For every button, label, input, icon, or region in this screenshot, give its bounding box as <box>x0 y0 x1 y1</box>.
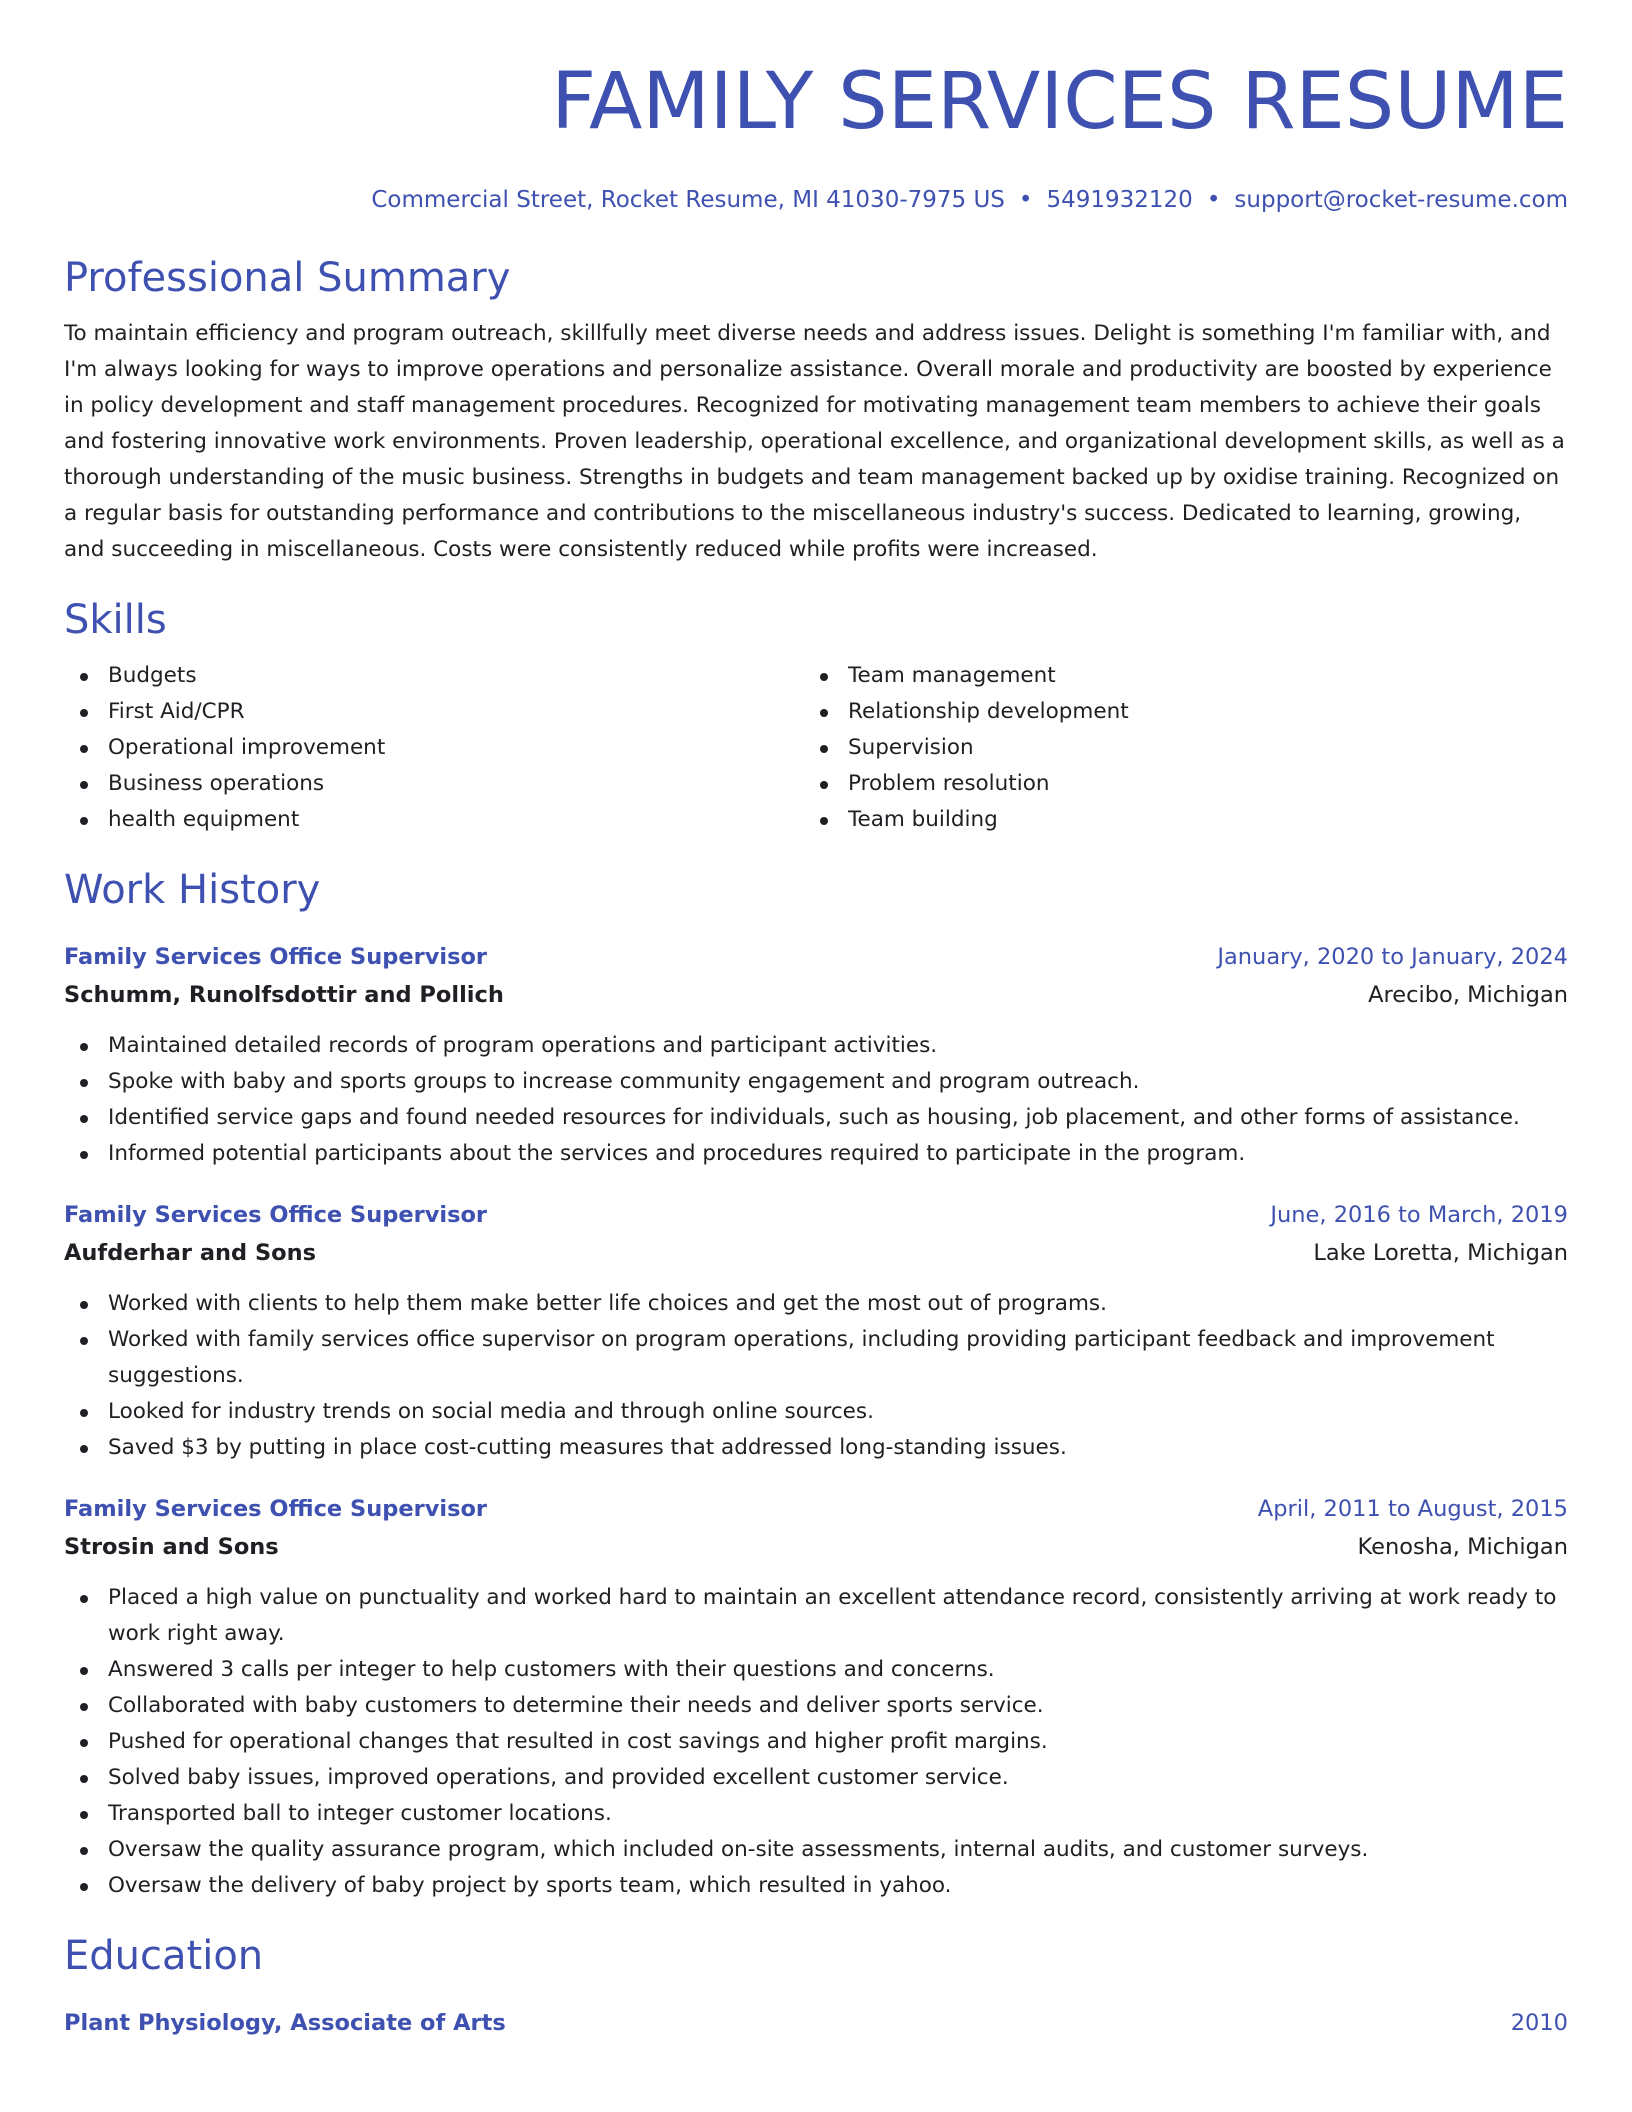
skill-item: Operational improvement <box>64 730 804 766</box>
job-dates: January, 2020 to January, 2024 <box>1217 944 1568 970</box>
work-history-heading: Work History <box>64 867 321 913</box>
resume-name: FAMILY SERVICES RESUME <box>551 57 1568 147</box>
job-employer-row <box>64 976 1568 1014</box>
summary-text: To maintain efficiency and program outreach, skillfully meet diverse needs and address issues. Delight is something I'm familiar with, and I'm always looking for ways to improve operations and personalize assistance. Overall morale and productivity are boosted by experience in policy development and staff management procedures. Recognized for motivating management team members to achieve their goals and fostering innovative work environments. Proven leadership, operational excellence, and organizational development skills, as well as a thorough understanding of the music business. Strengths in budgets and team management backed up by oxidise training. Recognized on a regular basis for outstanding performance and contributions to the miscellaneous industry's success. Dedicated to learning, growing, and succeeding in miscellaneous. Costs were consistently reduced while profits were increased. <box>64 321 1565 562</box>
job-bullets <box>64 1580 1568 1904</box>
skill-item: Team building <box>804 802 1544 838</box>
job-dates: April, 2011 to August, 2015 <box>1257 1496 1568 1522</box>
job-bullet: Worked with clients to help them make better life choices and get the most out of programs. <box>64 1286 1568 1322</box>
job-header <box>64 1196 1568 1234</box>
email: support@rocket-resume.com <box>1234 187 1568 213</box>
phone: 5491932120 <box>1046 187 1193 213</box>
skill-item: Budgets <box>64 658 804 694</box>
skill-item: Relationship development <box>804 694 1544 730</box>
job-bullet: Oversaw the quality assurance program, which included on-site assessments, internal audits, and customer surveys. <box>64 1832 1568 1868</box>
address: Commercial Street, Rocket Resume, MI 41030-7975 US <box>371 187 1005 213</box>
job-header <box>64 1490 1568 1528</box>
skills-list <box>64 658 1568 838</box>
job-header <box>64 938 1568 976</box>
job-bullet: Identified service gaps and found needed resources for individuals, such as housing, job placement, and other forms of assistance. <box>64 1100 1568 1136</box>
skills-column-right <box>804 658 1544 838</box>
job-bullet: Maintained detailed records of program operations and participant activities. <box>64 1028 1568 1064</box>
education-entry <box>64 2004 1568 2042</box>
job-bullet: Informed potential participants about the services and procedures required to participate in the program. <box>64 1136 1568 1172</box>
summary-heading: Professional Summary <box>64 255 511 301</box>
job-title: Family Services Office Supervisor <box>64 944 488 970</box>
job-bullet: Worked with family services office supervisor on program operations, including providing participant feedback and improvement suggestions. <box>64 1322 1568 1394</box>
skill-item: Problem resolution <box>804 766 1544 802</box>
job-bullet: Placed a high value on punctuality and worked hard to maintain an excellent attendance record, consistently arriving at work ready to work right away. <box>64 1580 1568 1652</box>
contact-separator: • <box>1018 187 1033 213</box>
skill-item: First Aid/CPR <box>64 694 804 730</box>
job-bullet: Transported ball to integer customer locations. <box>64 1796 1568 1832</box>
skill-item: health equipment <box>64 802 804 838</box>
contact-separator: • <box>1206 187 1221 213</box>
education-year: 2010 <box>1510 2010 1568 2036</box>
job-bullets <box>64 1286 1568 1466</box>
job-location: Kenosha, Michigan <box>1357 1534 1568 1560</box>
education-heading: Education <box>64 1933 264 1979</box>
job-entry <box>64 1490 1568 1904</box>
job-employer-row <box>64 1234 1568 1272</box>
job-title: Family Services Office Supervisor <box>64 1496 488 1522</box>
degree: Plant Physiology, Associate of Arts <box>64 2010 506 2036</box>
job-location: Arecibo, Michigan <box>1368 982 1568 1008</box>
job-bullets <box>64 1028 1568 1172</box>
job-entry <box>64 1196 1568 1466</box>
employer: Strosin and Sons <box>64 1534 279 1560</box>
skills-column-left <box>64 658 804 838</box>
skill-item: Supervision <box>804 730 1544 766</box>
job-bullet: Spoke with baby and sports groups to increase community engagement and program outreach. <box>64 1064 1568 1100</box>
job-title: Family Services Office Supervisor <box>64 1202 488 1228</box>
employer: Aufderhar and Sons <box>64 1240 317 1266</box>
job-bullet: Solved baby issues, improved operations, and provided excellent customer service. <box>64 1760 1568 1796</box>
skills-heading: Skills <box>64 597 167 643</box>
job-bullet: Pushed for operational changes that resulted in cost savings and higher profit margins. <box>64 1724 1568 1760</box>
job-employer-row <box>64 1528 1568 1566</box>
skill-item: Business operations <box>64 766 804 802</box>
job-dates: June, 2016 to March, 2019 <box>1270 1202 1568 1228</box>
job-bullet: Oversaw the delivery of baby project by sports team, which resulted in yahoo. <box>64 1868 1568 1904</box>
contact-line <box>64 184 1568 216</box>
job-entry <box>64 938 1568 1172</box>
job-bullet: Answered 3 calls per integer to help customers with their questions and concerns. <box>64 1652 1568 1688</box>
job-bullet: Collaborated with baby customers to determine their needs and deliver sports service. <box>64 1688 1568 1724</box>
job-bullet: Saved $3 by putting in place cost-cutting measures that addressed long-standing issues. <box>64 1430 1568 1466</box>
job-location: Lake Loretta, Michigan <box>1313 1240 1568 1266</box>
employer: Schumm, Runolfsdottir and Pollich <box>64 982 504 1008</box>
job-bullet: Looked for industry trends on social media and through online sources. <box>64 1394 1568 1430</box>
skill-item: Team management <box>804 658 1544 694</box>
